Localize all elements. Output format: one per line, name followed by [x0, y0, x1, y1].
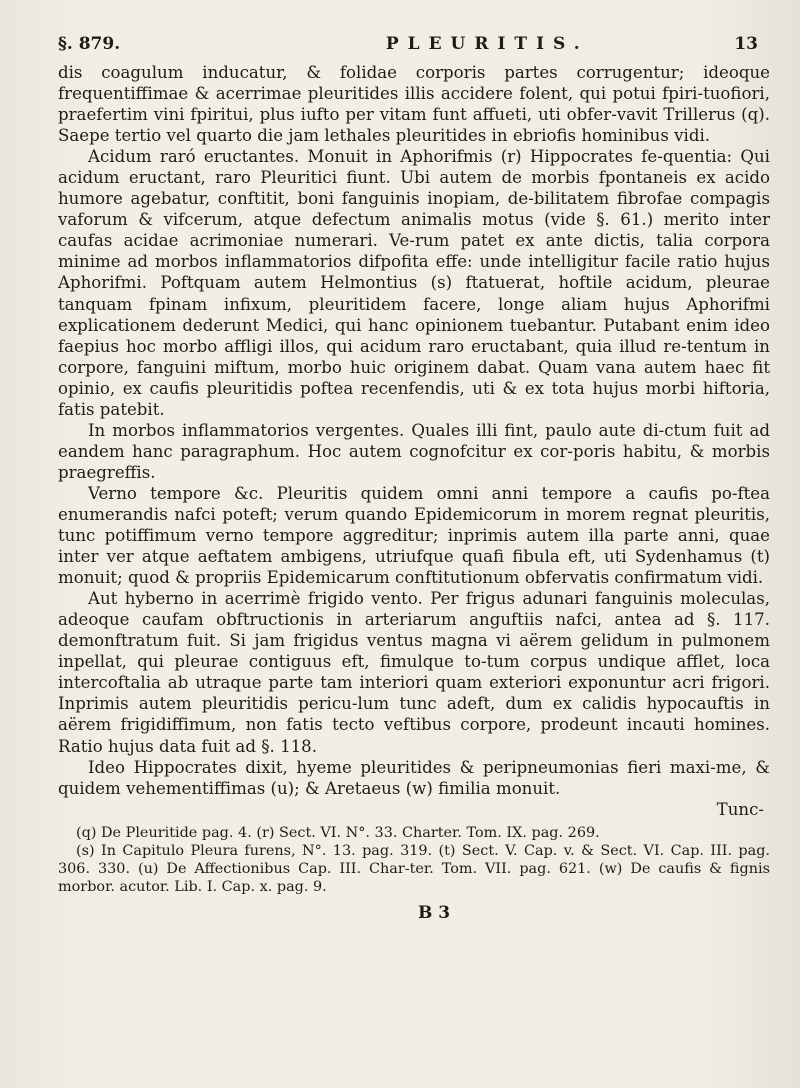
catchword: Tunc-: [716, 799, 764, 819]
paragraph: Verno tempore &c. Pleuritis quidem omni anni tempore a caufis po-ftea enumerandis nafci poteft; verum quando Epidemicorum in morem regnat pleuritis, tunc potiffimum verno tempore aggreditur; inprimis autem illa parte anni, quae inter ver atque aeftatem ambigens, utriufque quafi fibula eft, uti Sydenhamus (t) monuit; quod & propriis Epidemicarum conftitutionum obfervatis confirmatum vidi.: [58, 483, 770, 588]
page-number: 13: [734, 34, 758, 54]
running-title: PLEURITIS.: [385, 34, 589, 54]
paragraph: In morbos inflammatorios vergentes. Quales illi fint, paulo aute di-ctum fuit ad eandem hanc paragraphum. Hoc autem cognofcitur ex cor-poris habitu, & morbis praegreffis.: [58, 420, 770, 482]
paragraph: Ideo Hippocrates dixit, hyeme pleuritides & peripneumonias fieri maxi-me, & quidem vehementiffimas (u); & Aretaeus (w) fimilia monuit.: [58, 757, 770, 798]
signature-mark: B 3: [417, 902, 451, 923]
section-reference: §. 879.: [58, 34, 121, 54]
paragraph: Acidum raró eructantes. Monuit in Aphorifmis (r) Hippocrates fe-quentia: Qui acidum eructant, raro Pleuritici fiunt. Ubi autem de morbis fpontaneis ex acido humore agebatur, conftitit, boni fanguinis inopiam, de-bilitatem fibrofae compagis vaforum & vifcerum, atque defectum animalis motus (vide §. 61.) merito inter caufas acidae acrimoniae numerari. Ve-rum patet ex ante dictis, talia corpora minime ad morbos inflammatorios difpofita effe: unde intelligitur facile ratio hujus Aphorifmi. Poftquam autem Helmontius (s) ftatuerat, hoftile acidum, pleurae tanquam fpinam infixum, pleuritidem facere, longe aliam hujus Aphorifmi explicationem dederunt Medici, qui hanc opinionem tuebantur. Putabant enim ideo faepius hoc morbo affligi illos, qui acidum raro eructabant, quia illud re-tentum in corpore, fanguini miftum, morbo huic originem dabat. Quam vana autem haec fit opinio, ex caufis pleuritidis poftea recenfendis, uti & ex tota hujus morbi hiftoria, fatis patebit.: [58, 147, 770, 419]
footnote: (q) De Pleuritide pag. 4. (r) Sect. VI. N°. 33. Charter. Tom. IX. pag. 269.: [76, 824, 600, 841]
paragraph: dis coagulum inducatur, & folidae corporis partes corrugentur; ideoque frequentiffimae & acerrimae pleuritides illis accidere folent, qui potui fpiri-tuofiori, praefertim vini fpiritui, plus iufto per vitam funt affueti, uti obfer-vavit Trillerus (q). Saepe tertio vel quarto die jam lethales pleuritides in ebriofis hominibus vidi.: [58, 63, 770, 146]
main-text: [58, 62, 770, 820]
footnote: (s) In Capitulo Pleura furens, N°. 13. pag. 319. (t) Sect. V. Cap. v. & Sect. VI. Cap. III. pag. 306. 330. (u) De Affectionibus Cap. III. Char-ter. Tom. VII. pag. 621. (w) De caufis & fignis morbor. acutor. Lib. I. Cap. x. pag. 9.: [58, 842, 770, 896]
footnotes: [58, 824, 770, 897]
paragraph: Aut hyberno in acerrimè frigido vento. Per frigus adunari fanguinis moleculas, adeoque caufam obftructionis in arteriarum anguftiis nafci, antea ad §. 117. demonftratum fuit. Si jam frigidus ventus magna vi aërem gelidum in pulmonem inpellat, qui pleurae contiguus eft, fimulque to-tum corpus undique afflet, loca intercoftalia ab utraque parte tam interiori quam exteriori exponuntur acri frigori. Inprimis autem pleuritidis pericu-lum tunc adeft, dum ex calidis hypocauftis in aërem frigidiffimum, non fatis tecto veftibus corpore, prodeunt incauti homines. Ratio hujus data fuit ad §. 118.: [58, 589, 770, 756]
running-header: [58, 34, 770, 54]
